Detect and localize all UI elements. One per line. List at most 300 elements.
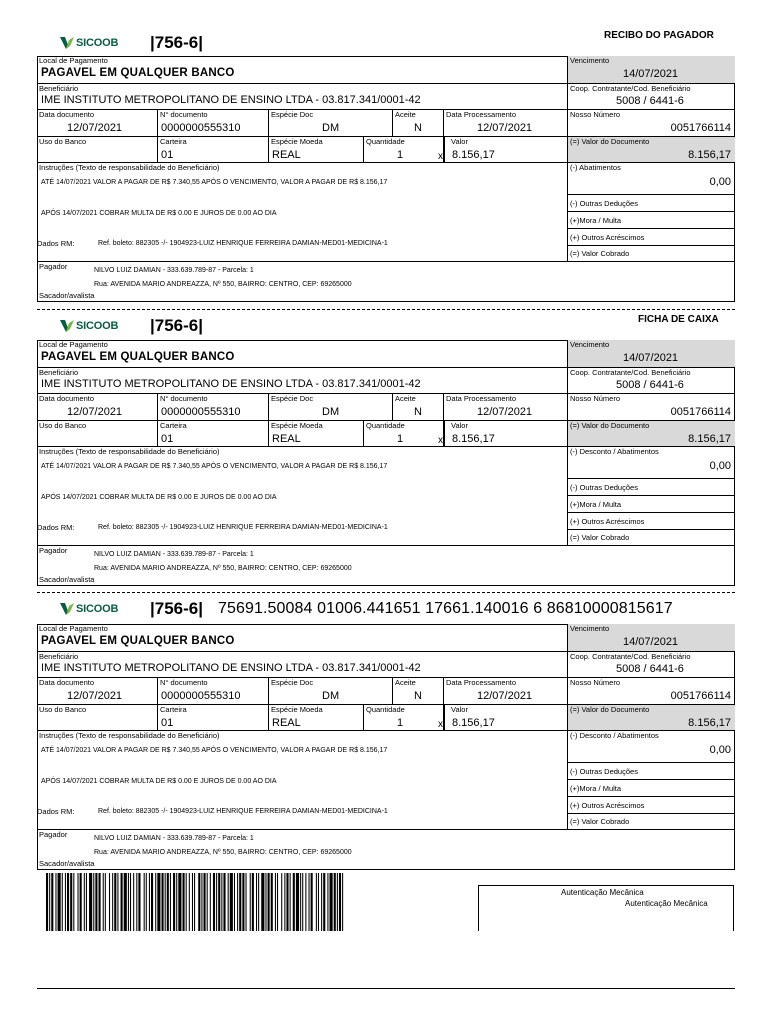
barcode-bar [80, 873, 82, 931]
valor-cobrado-cell [568, 246, 735, 262]
barcode-bar [78, 873, 79, 931]
multiplication-mark: x [438, 719, 443, 730]
barcode-bar [198, 873, 200, 931]
valor-documento-value: 8.156,17 [688, 717, 731, 729]
barcode-bar [58, 873, 61, 931]
barcode-bar [105, 873, 106, 931]
n-documento-label: N° documento [160, 110, 208, 119]
barcode-bar [138, 873, 140, 931]
cut-line [37, 592, 735, 593]
pagador-linha-1: NILVO LUIZ DAMIAN - 333.639.789-87 - Parcela: 1 [94, 551, 254, 558]
barcode-bar [281, 873, 282, 931]
barcode-bar [309, 873, 310, 931]
data-processamento-label: Data Processamento [446, 394, 517, 403]
quantidade-cell [364, 137, 444, 163]
bank-code: |756-6| [150, 33, 203, 52]
especie-doc-label: Espécie Doc [271, 394, 314, 403]
barcode-bar [62, 873, 63, 931]
data-processamento-value: 12/07/2021 [477, 406, 533, 418]
barcode-bar [155, 873, 156, 931]
outras-deducoes-label: (-) Outras Deduções [570, 767, 638, 776]
pagador-cell [37, 262, 735, 302]
local-pagamento-label: Local de Pagamento [39, 56, 108, 65]
barcode-bar [207, 873, 208, 931]
barcode-bar [296, 873, 299, 931]
vencimento-label: Vencimento [570, 340, 610, 349]
uso-banco-cell [37, 705, 158, 731]
barcode-bar [46, 873, 48, 931]
uso-banco-cell [37, 421, 158, 447]
barcode-bar [109, 873, 110, 931]
dados-rm-value: Ref. boleto: 882305 -/- 1904923-LUIZ HENRIQUE FERREIRA DAMIAN-MED01-MEDICINA-1 [98, 808, 388, 815]
outros-acrescimos-label: (+) Outros Acréscimos [570, 801, 645, 810]
quantidade-label: Quantidade [366, 137, 405, 146]
aceite-cell [393, 394, 444, 421]
mora-multa-cell [568, 780, 735, 797]
especie-moeda-cell [269, 421, 364, 447]
carteira-cell [158, 137, 269, 163]
carteira-cell [158, 705, 269, 731]
valor-value: 8.156,17 [452, 433, 495, 445]
pagador-linha-1: NILVO LUIZ DAMIAN - 333.639.789-87 - Parcela: 1 [94, 835, 254, 842]
especie-moeda-value: REAL [272, 149, 301, 161]
vencimento-value: 14/07/2021 [623, 352, 679, 364]
barcode-bar [237, 873, 238, 931]
data-processamento-label: Data Processamento [446, 678, 517, 687]
autenticacao-box [478, 885, 734, 931]
barcode-bar [286, 873, 288, 931]
beneficiario-label: Beneficiário [39, 652, 79, 661]
vencimento-cell [568, 624, 735, 652]
coop-value: 5008 / 6441-6 [616, 95, 684, 107]
barcode-bar [218, 873, 220, 931]
uso-banco-cell [37, 137, 158, 163]
barcode-bar [157, 873, 160, 931]
autenticacao-label-2: Autenticação Mecânica [625, 899, 708, 908]
aceite-value: N [414, 406, 422, 418]
barcode [46, 873, 344, 931]
especie-doc-cell [269, 394, 393, 421]
barcode-bar [67, 873, 69, 931]
barcode-bar [268, 873, 270, 931]
valor-cell [444, 705, 568, 731]
pagador-cell [37, 830, 735, 870]
n-documento-cell [158, 678, 269, 705]
barcode-bar [327, 873, 328, 931]
n-documento-cell [158, 394, 269, 421]
barcode-bar [167, 873, 169, 931]
barcode-bar [84, 873, 85, 931]
valor-cobrado-cell [568, 814, 735, 830]
valor-label: Valor [451, 421, 468, 430]
mora-multa-label: (+)Mora / Multa [570, 784, 622, 793]
barcode-bar [112, 873, 113, 931]
mora-multa-label: (+)Mora / Multa [570, 216, 622, 225]
data-documento-value: 12/07/2021 [67, 406, 123, 418]
data-documento-label: Data documento [39, 394, 95, 403]
data-documento-cell [37, 394, 158, 421]
especie-doc-cell [269, 110, 393, 137]
pagador-cell [37, 546, 735, 586]
pagador-linha-2: Rua: AVENIDA MARIO ANDREAZZA, Nº 550, BAIRRO: CENTRO, CEP: 69265000 [94, 281, 352, 288]
barcode-bar [124, 873, 127, 931]
aceite-value: N [414, 690, 422, 702]
n-documento-label: N° documento [160, 678, 208, 687]
nosso-numero-cell [568, 394, 735, 421]
valor-label: Valor [451, 705, 468, 714]
barcode-bar [239, 873, 241, 931]
barcode-bar [277, 873, 278, 931]
uso-banco-label: Uso do Banco [39, 421, 87, 430]
barcode-bar [201, 873, 202, 931]
aceite-value: N [414, 122, 422, 134]
vencimento-label: Vencimento [570, 56, 610, 65]
bank-code: |756-6| [150, 599, 203, 618]
n-documento-label: N° documento [160, 394, 208, 403]
carteira-label: Carteira [160, 421, 187, 430]
barcode-bar [271, 873, 273, 931]
barcode-bar [149, 873, 150, 931]
abatimentos-label: (-) Desconto / Abatimentos [570, 447, 659, 456]
barcode-bar [311, 873, 313, 931]
valor-value: 8.156,17 [452, 149, 495, 161]
especie-doc-value: DM [322, 690, 340, 702]
coop-label: Coop. Contratante/Cod. Beneficiário [570, 84, 691, 93]
barcode-bar [183, 873, 185, 931]
outros-acrescimos-label: (+) Outros Acréscimos [570, 517, 645, 526]
especie-doc-label: Espécie Doc [271, 110, 314, 119]
quantidade-value: 1 [397, 717, 404, 729]
valor-cobrado-label: (=) Valor Cobrado [570, 817, 630, 826]
valor-documento-label: (=) Valor do Documento [570, 705, 650, 714]
dados-rm-label: Dados RM: [37, 523, 75, 532]
instrucoes-label: Instruções (Texto de responsabilidade do Beneficiário) [39, 163, 220, 172]
abatimentos-cell [568, 163, 735, 195]
quantidade-cell [364, 421, 444, 447]
beneficiario-value: IME INSTITUTO METROPOLITANO DE ENSINO LTDA - 03.817.341/0001-42 [41, 662, 421, 674]
barcode-bar [49, 873, 50, 931]
data-processamento-value: 12/07/2021 [477, 690, 533, 702]
barcode-bar [223, 873, 225, 931]
barcode-bar [256, 873, 257, 931]
vencimento-label: Vencimento [570, 624, 610, 633]
data-documento-cell [37, 678, 158, 705]
barcode-bar [114, 873, 116, 931]
cut-line [37, 309, 735, 310]
barcode-bar [136, 873, 137, 931]
barcode-bar [89, 873, 92, 931]
local-pagamento-cell [37, 56, 568, 84]
especie-moeda-label: Espécie Moeda [271, 137, 323, 146]
barcode-bar [189, 873, 190, 931]
outras-deducoes-label: (-) Outras Deduções [570, 483, 638, 492]
sacador-label: Sacador/avalista [39, 291, 95, 300]
valor-cell [444, 137, 568, 163]
uso-banco-label: Uso do Banco [39, 705, 87, 714]
barcode-bar [165, 873, 166, 931]
barcode-bar [230, 873, 233, 931]
especie-doc-value: DM [322, 122, 340, 134]
especie-doc-cell [269, 678, 393, 705]
autenticacao-label: Autenticação Mecânica [561, 888, 644, 897]
instrucao-line-2: APÓS 14/07/2021 COBRAR MULTA DE R$ 0.00 E JUROS DE 0.00 AO DIA [41, 494, 277, 501]
barcode-bar [86, 873, 87, 931]
carteira-value: 01 [161, 717, 174, 729]
barcode-bar [337, 873, 338, 931]
valor-label: Valor [451, 137, 468, 146]
local-pagamento-value: PAGAVEL EM QUALQUER BANCO [41, 635, 235, 647]
especie-moeda-label: Espécie Moeda [271, 421, 323, 430]
dados-rm-label: Dados RM: [37, 807, 75, 816]
nosso-numero-label: Nosso Número [570, 110, 621, 119]
coop-value: 5008 / 6441-6 [616, 663, 684, 675]
beneficiario-cell [37, 368, 568, 394]
abatimentos-value: 0,00 [709, 744, 731, 756]
barcode-bar [250, 873, 251, 931]
barcode-bar [290, 873, 291, 931]
sacador-label: Sacador/avalista [39, 575, 95, 584]
local-pagamento-value: PAGAVEL EM QUALQUER BANCO [41, 67, 235, 79]
coop-label: Coop. Contratante/Cod. Beneficiário [570, 652, 691, 661]
sacador-label: Sacador/avalista [39, 859, 95, 868]
data-processamento-cell [444, 110, 568, 137]
barcode-bar [323, 873, 325, 931]
data-documento-cell [37, 110, 158, 137]
instrucao-line-1: ATÉ 14/07/2021 VALOR A PAGAR DE R$ 7.340,55 APÓS O VENCIMENTO, VALOR A PAGAR DE R$ 8.156,17 [41, 747, 388, 754]
especie-moeda-value: REAL [272, 433, 301, 445]
especie-moeda-cell [269, 705, 364, 731]
sicoob-logo [60, 37, 118, 49]
instrucoes-cell [37, 163, 568, 262]
nosso-numero-label: Nosso Número [570, 394, 621, 403]
instrucao-line-1: ATÉ 14/07/2021 VALOR A PAGAR DE R$ 7.340,55 APÓS O VENCIMENTO, VALOR A PAGAR DE R$ 8.156,17 [41, 463, 388, 470]
barcode-bar [261, 873, 264, 931]
especie-moeda-cell [269, 137, 364, 163]
vencimento-cell [568, 340, 735, 368]
outros-acrescimos-label: (+) Outros Acréscimos [570, 233, 645, 242]
barcode-bar [216, 873, 217, 931]
barcode-bar [194, 873, 195, 931]
barcode-bar [316, 873, 317, 931]
instrucoes-cell [37, 731, 568, 830]
outras-deducoes-cell [568, 763, 735, 780]
barcode-bar [228, 873, 229, 931]
pagador-label: Pagador [39, 546, 68, 555]
barcode-bar [246, 873, 247, 931]
valor-documento-cell [568, 137, 735, 163]
mora-multa-cell [568, 212, 735, 229]
barcode-bar [284, 873, 285, 931]
barcode-bar [213, 873, 215, 931]
barcode-bar [103, 873, 104, 931]
coop-cell [568, 652, 735, 678]
carteira-label: Carteira [160, 705, 187, 714]
data-processamento-cell [444, 394, 568, 421]
pagador-label: Pagador [39, 830, 68, 839]
sicoob-logo [60, 603, 118, 615]
barcode-bar [242, 873, 244, 931]
valor-cell [444, 421, 568, 447]
section-title: RECIBO DO PAGADOR [604, 30, 714, 41]
barcode-bar [275, 873, 276, 931]
data-processamento-label: Data Processamento [446, 110, 517, 119]
barcode-bar [73, 873, 74, 931]
barcode-bar [221, 873, 222, 931]
sicoob-logo-text: SICOOB [76, 320, 119, 332]
barcode-bar [318, 873, 319, 931]
pagador-label: Pagador [39, 262, 68, 271]
barcode-bar [330, 873, 333, 931]
barcode-bar [51, 873, 53, 931]
multiplication-mark: x [438, 151, 443, 162]
sicoob-logo-icon [60, 320, 74, 332]
barcode-bar [146, 873, 147, 931]
barcode-bar [70, 873, 72, 931]
barcode-bar [128, 873, 129, 931]
nosso-numero-cell [568, 110, 735, 137]
abatimentos-cell [568, 447, 735, 479]
local-pagamento-label: Local de Pagamento [39, 624, 108, 633]
barcode-bar [300, 873, 301, 931]
instrucao-line-1: ATÉ 14/07/2021 VALOR A PAGAR DE R$ 7.340,55 APÓS O VENCIMENTO, VALOR A PAGAR DE R$ 8.156,17 [41, 179, 388, 186]
data-documento-label: Data documento [39, 110, 95, 119]
barcode-bar [293, 873, 295, 931]
aceite-label: Aceite [395, 110, 416, 119]
aceite-label: Aceite [395, 678, 416, 687]
nosso-numero-label: Nosso Número [570, 678, 621, 687]
barcode-bar [151, 873, 153, 931]
sicoob-logo-icon [60, 603, 74, 615]
coop-cell [568, 368, 735, 394]
aceite-cell [393, 678, 444, 705]
mora-multa-label: (+)Mora / Multa [570, 500, 622, 509]
local-pagamento-cell [37, 340, 568, 368]
valor-cobrado-label: (=) Valor Cobrado [570, 249, 630, 258]
n-documento-value: 0000000555310 [161, 406, 241, 418]
barcode-bar [65, 873, 66, 931]
vencimento-value: 14/07/2021 [623, 636, 679, 648]
carteira-value: 01 [161, 149, 174, 161]
mora-multa-cell [568, 496, 735, 513]
abatimentos-value: 0,00 [709, 176, 731, 188]
barcode-bar [302, 873, 303, 931]
barcode-bar [162, 873, 164, 931]
barcode-bar [192, 873, 193, 931]
barcode-bar [178, 873, 181, 931]
local-pagamento-label: Local de Pagamento [39, 340, 108, 349]
local-pagamento-cell [37, 624, 568, 652]
valor-documento-cell [568, 421, 735, 447]
barcode-bar [133, 873, 134, 931]
barcode-bar [173, 873, 175, 931]
nosso-numero-value: 0051766114 [670, 690, 731, 702]
multiplication-mark: x [438, 435, 443, 446]
carteira-value: 01 [161, 433, 174, 445]
vencimento-cell [568, 56, 735, 84]
abatimentos-value: 0,00 [709, 460, 731, 472]
barcode-bar [204, 873, 206, 931]
barcode-bar [252, 873, 254, 931]
beneficiario-value: IME INSTITUTO METROPOLITANO DE ENSINO LTDA - 03.817.341/0001-42 [41, 94, 421, 106]
instrucao-line-2: APÓS 14/07/2021 COBRAR MULTA DE R$ 0.00 E JUROS DE 0.00 AO DIA [41, 210, 277, 217]
barcode-bar [95, 873, 97, 931]
sicoob-logo-text: SICOOB [76, 603, 119, 615]
coop-cell [568, 84, 735, 110]
sicoob-logo [60, 320, 118, 332]
barcode-bar [93, 873, 94, 931]
coop-value: 5008 / 6441-6 [616, 379, 684, 391]
nosso-numero-cell [568, 678, 735, 705]
quantidade-cell [364, 705, 444, 731]
beneficiario-label: Beneficiário [39, 84, 79, 93]
beneficiario-value: IME INSTITUTO METROPOLITANO DE ENSINO LTDA - 03.817.341/0001-42 [41, 378, 421, 390]
barcode-bar [334, 873, 336, 931]
data-documento-value: 12/07/2021 [67, 122, 123, 134]
barcode-bar [210, 873, 211, 931]
barcode-bar [121, 873, 123, 931]
section-title: FICHA DE CAIXA [638, 314, 719, 325]
dados-rm-label: Dados RM: [37, 239, 75, 248]
valor-cobrado-label: (=) Valor Cobrado [570, 533, 630, 542]
valor-documento-value: 8.156,17 [688, 433, 731, 445]
instrucao-line-2: APÓS 14/07/2021 COBRAR MULTA DE R$ 0.00 E JUROS DE 0.00 AO DIA [41, 778, 277, 785]
carteira-cell [158, 421, 269, 447]
n-documento-value: 0000000555310 [161, 122, 241, 134]
outros-acrescimos-cell [568, 513, 735, 530]
abatimentos-label: (-) Abatimentos [570, 163, 621, 172]
nosso-numero-value: 0051766114 [670, 406, 731, 418]
uso-banco-label: Uso do Banco [39, 137, 87, 146]
barcode-bar [170, 873, 171, 931]
outras-deducoes-label: (-) Outras Deduções [570, 199, 638, 208]
barcode-bar [144, 873, 145, 931]
instrucoes-cell [37, 447, 568, 546]
outras-deducoes-cell [568, 195, 735, 212]
especie-doc-value: DM [322, 406, 340, 418]
pagador-linha-2: Rua: AVENIDA MARIO ANDREAZZA, Nº 550, BAIRRO: CENTRO, CEP: 69265000 [94, 849, 352, 856]
abatimentos-label: (-) Desconto / Abatimentos [570, 731, 659, 740]
valor-value: 8.156,17 [452, 717, 495, 729]
barcode-bar [186, 873, 187, 931]
valor-documento-label: (=) Valor do Documento [570, 137, 650, 146]
quantidade-value: 1 [397, 149, 404, 161]
quantidade-value: 1 [397, 433, 404, 445]
beneficiario-cell [37, 652, 568, 678]
local-pagamento-value: PAGAVEL EM QUALQUER BANCO [41, 351, 235, 363]
beneficiario-cell [37, 84, 568, 110]
barcode-bar [130, 873, 131, 931]
outros-acrescimos-cell [568, 229, 735, 246]
barcode-bar [99, 873, 101, 931]
pagador-linha-1: NILVO LUIZ DAMIAN - 333.639.789-87 - Parcela: 1 [94, 267, 254, 274]
sicoob-logo-icon [60, 37, 74, 49]
data-processamento-cell [444, 678, 568, 705]
valor-cobrado-cell [568, 530, 735, 546]
quantidade-label: Quantidade [366, 421, 405, 430]
instrucoes-label: Instruções (Texto de responsabilidade do Beneficiário) [39, 731, 220, 740]
instrucoes-label: Instruções (Texto de responsabilidade do Beneficiário) [39, 447, 220, 456]
linha-digitavel: 75691.50084 01006.441651 17661.140016 6 86810000815617 [218, 600, 673, 617]
data-documento-label: Data documento [39, 678, 95, 687]
quantidade-label: Quantidade [366, 705, 405, 714]
coop-label: Coop. Contratante/Cod. Beneficiário [570, 368, 691, 377]
valor-documento-value: 8.156,17 [688, 149, 731, 161]
sicoob-logo-text: SICOOB [76, 37, 119, 49]
barcode-bar [55, 873, 56, 931]
n-documento-cell [158, 110, 269, 137]
barcode-bar [339, 873, 341, 931]
dados-rm-value: Ref. boleto: 882305 -/- 1904923-LUIZ HENRIQUE FERREIRA DAMIAN-MED01-MEDICINA-1 [98, 240, 388, 247]
